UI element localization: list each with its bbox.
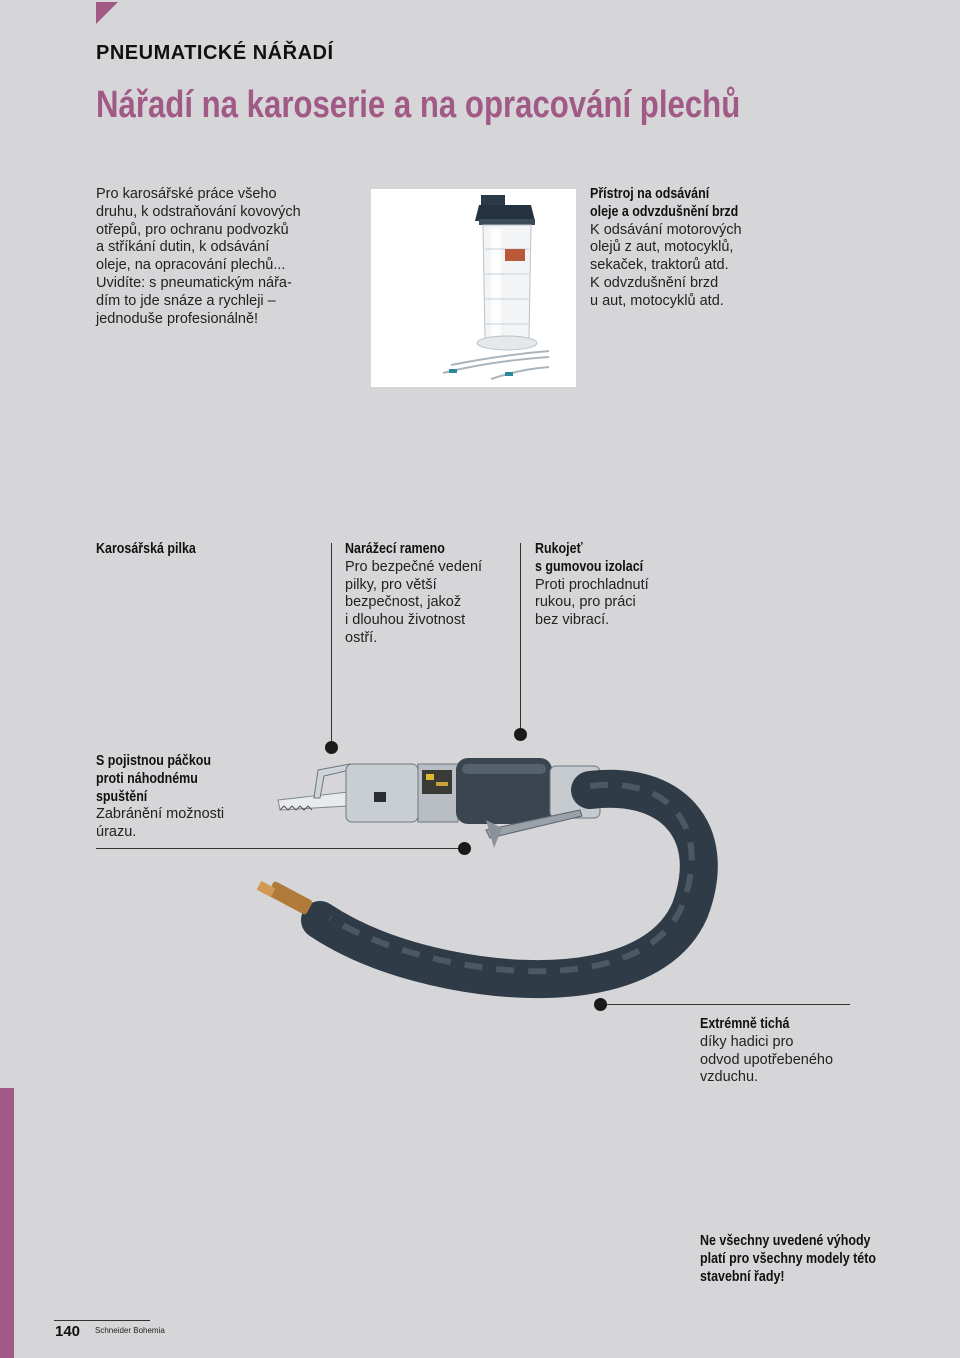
callout-line: vzduchu. (700, 1069, 759, 1086)
disclaimer (700, 1233, 905, 1286)
extractor-line: K odvzdušnění brzd (590, 274, 719, 291)
callout-lever (96, 753, 230, 842)
callout-dot-quiet (594, 998, 607, 1011)
callout-impact-arm (345, 541, 482, 648)
callout-line: díky hadici pro (700, 1033, 794, 1050)
callout-line: pilky, pro větší (345, 576, 437, 593)
extractor-heading: oleje a odvzdušnění brzd (590, 203, 739, 220)
section-kicker: PNEUMATICKÉ NÁŘADÍ (96, 42, 334, 64)
intro-line: a stříkání dutin, k odsávání (96, 239, 270, 256)
side-accent-bar (0, 1088, 14, 1358)
callout-heading: S pojistnou páčkou (96, 753, 212, 769)
callout-line: ostří. (345, 629, 378, 646)
callout-line: i dlouhou životnost (345, 612, 466, 629)
callout-body-saw (96, 541, 212, 559)
extractor-description (590, 186, 762, 311)
intro-line: oleje, na opracování plechů... (96, 257, 286, 274)
callout-quiet (700, 1016, 833, 1087)
air-saw-illustration (250, 740, 730, 1010)
disclaimer-line: platí pro všechny modely této (700, 1250, 877, 1267)
intro-line: druhu, k odstraňování kovových (96, 203, 301, 220)
callout-heading: spuštění (96, 788, 148, 805)
callout-heading: s gumovou izolací (535, 558, 644, 575)
callout-leader-grip (520, 543, 521, 730)
callout-leader-quiet (600, 1004, 850, 1005)
callout-line: rukou, pro práci (535, 594, 636, 611)
extractor-line: olejů z aut, motocyklů, (590, 239, 734, 256)
intro-line: jednoduše profesionálně! (96, 310, 259, 327)
oil-extractor-illustration (371, 189, 576, 387)
extractor-heading: Přístroj na odsávání (590, 186, 710, 202)
oil-extractor-photo (371, 189, 576, 387)
intro-line: dím to jde snáze a rychleji – (96, 292, 276, 309)
callout-line: odvod upotřebeného (700, 1051, 834, 1068)
intro-line: Uvidíte: s pneumatickým nářa- (96, 274, 292, 291)
callout-heading: proti náhodnému (96, 770, 198, 787)
corner-triangle (96, 2, 118, 24)
callout-line: Zabránění možnosti (96, 806, 225, 823)
extractor-line: K odsávání motorových (590, 221, 742, 238)
intro-line: Pro karosářské práce všeho (96, 186, 277, 202)
page-number: 140 (55, 1323, 81, 1340)
callout-leader-arm (331, 543, 332, 743)
intro-line: otřepů, pro ochranu podvozků (96, 221, 289, 238)
extractor-line: u aut, motocyklů atd. (590, 292, 724, 309)
callout-heading: Narážecí rameno (345, 541, 445, 557)
callout-line: Pro bezpečné vedení (345, 558, 483, 575)
callout-grip (535, 541, 661, 630)
extractor-line: sekaček, traktorů atd. (590, 257, 729, 274)
callout-line: bezpečnost, jakož (345, 594, 462, 611)
disclaimer-line: Ne všechny uvedené výhody (700, 1233, 871, 1249)
callout-line: úrazu. (96, 824, 137, 841)
callout-line: Proti prochladnutí (535, 576, 649, 593)
disclaimer-line: stavební řady! (700, 1268, 785, 1285)
footer-brand: Schneider Bohemia (95, 1326, 165, 1335)
callout-line: bez vibrací. (535, 612, 610, 629)
callout-heading: Rukojeť (535, 541, 583, 557)
callout-heading: Karosářská pilka (96, 541, 196, 557)
callout-heading: Extrémně tichá (700, 1016, 790, 1032)
footer-rule (54, 1320, 150, 1321)
intro-paragraph (96, 186, 301, 328)
page-title: Nářadí na karoserie a na opracování plechů (96, 84, 741, 126)
